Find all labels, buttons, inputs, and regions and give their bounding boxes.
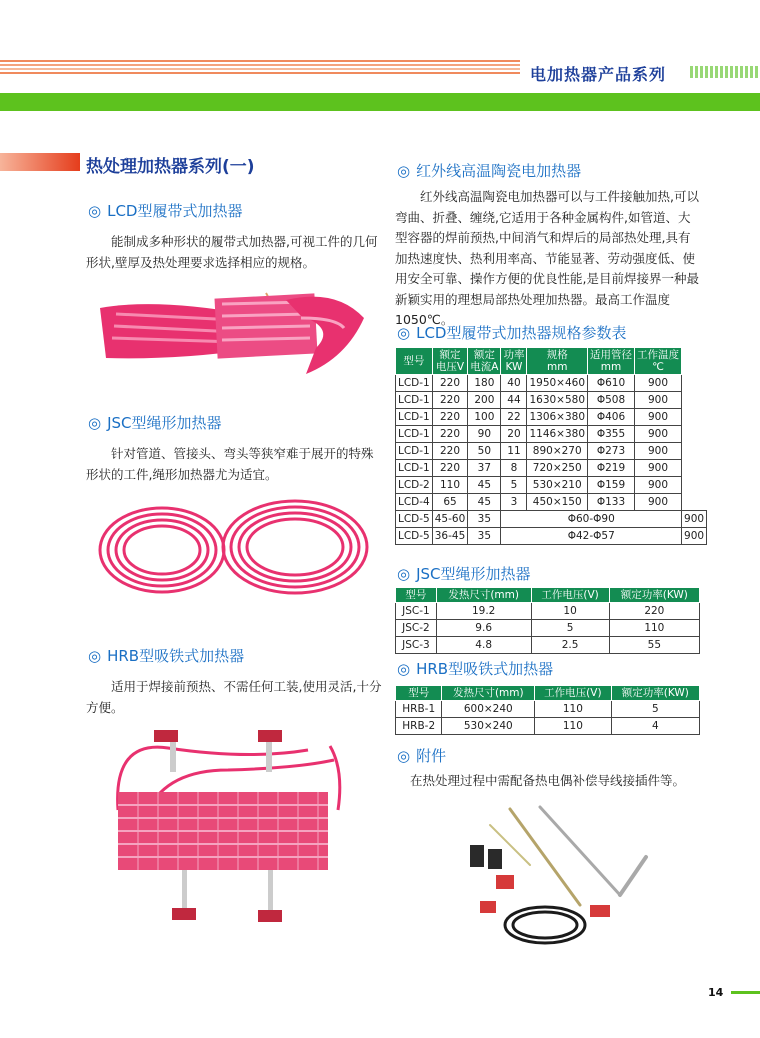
column-header: 工作电压(V) <box>535 686 611 701</box>
column-header: 工作温度 ℃ <box>635 348 682 375</box>
hrb-spec-table <box>395 685 700 735</box>
bullet-icon: ◎ <box>397 162 411 180</box>
table-row <box>396 443 707 460</box>
table-cell: 890×270 <box>527 443 588 460</box>
jsc-section-title <box>88 412 222 433</box>
table-cell: 1146×380 <box>527 426 588 443</box>
rope-coil-left <box>100 508 224 592</box>
table-cell: 10 <box>531 603 609 620</box>
hrb-heater-pad <box>118 792 328 870</box>
table-cell: Φ60-Φ90 <box>501 511 682 528</box>
header-green-band <box>0 93 760 111</box>
column-header: 型号 <box>396 686 442 701</box>
table-cell: JSC-1 <box>396 603 437 620</box>
table-cell: 4.8 <box>436 637 531 654</box>
accessory-description: 在热处理过程中需配备热电偶补偿导线接插件等。 <box>410 773 686 788</box>
lcd-description: 能制成多种形状的履带式加热器,可视工件的几何形状,壁厚及热处理要求选择相应的规格。 <box>86 234 378 270</box>
table-cell: 44 <box>501 392 527 409</box>
bullet-icon: ◎ <box>88 202 102 220</box>
table-cell: LCD-1 <box>396 443 433 460</box>
thermocouple-rods <box>490 807 646 905</box>
table-cell: JSC-2 <box>396 620 437 637</box>
table-row <box>396 460 707 477</box>
table-cell: 720×250 <box>527 460 588 477</box>
table-cell: 90 <box>468 426 501 443</box>
table-row <box>396 426 707 443</box>
table-cell: LCD-5 <box>396 528 433 545</box>
table-cell: 900 <box>635 477 682 494</box>
hrb-magnetic-heater-photo <box>108 730 348 930</box>
rope-coil-right <box>223 501 367 593</box>
bullet-icon: ◎ <box>397 565 411 583</box>
table-row <box>396 494 707 511</box>
table-cell: Φ355 <box>588 426 635 443</box>
infrared-description: 红外线高温陶瓷电加热器可以与工件接触加热,可以弯曲、折叠、缠绕,它适用于各种金属构件,如管道、大型容器的焊前预热,中间消气和焊后的局部热处理,具有加热速度快、热利用率高、节能显著、劳动强度低、使用安全可靠、操作方便的优良性能,是目前焊接界一种最新颖实用的理想局部热处理加热器。最高工作温度1050℃。 <box>395 189 699 327</box>
table-cell: 900 <box>635 392 682 409</box>
table-cell: 1630×580 <box>527 392 588 409</box>
table-cell: 900 <box>682 528 707 545</box>
table-cell: 9.6 <box>436 620 531 637</box>
table-cell: 900 <box>682 511 707 528</box>
table-cell: 65 <box>432 494 468 511</box>
table-cell: Φ508 <box>588 392 635 409</box>
bullet-icon: ◎ <box>397 660 411 678</box>
page-number-line <box>731 991 760 994</box>
table-cell: LCD-1 <box>396 375 433 392</box>
table-cell: LCD-5 <box>396 511 433 528</box>
table-cell: Φ42-Φ57 <box>501 528 682 545</box>
header-series-title: 电加热器产品系列 <box>530 65 667 84</box>
table-cell: 200 <box>468 392 501 409</box>
table-cell: 220 <box>432 392 468 409</box>
table-cell: LCD-2 <box>396 477 433 494</box>
column-header: 额定 电压V <box>432 348 468 375</box>
bullet-icon: ◎ <box>88 414 102 432</box>
table-cell: 110 <box>535 701 611 718</box>
table-cell: Φ406 <box>588 409 635 426</box>
table-row <box>396 637 700 654</box>
table-cell: 450×150 <box>527 494 588 511</box>
accessory-photo <box>470 805 650 955</box>
table-cell: 11 <box>501 443 527 460</box>
table-cell: JSC-3 <box>396 637 437 654</box>
table-cell: 110 <box>432 477 468 494</box>
column-header: 功率 KW <box>501 348 527 375</box>
table-row <box>396 409 707 426</box>
jsc-description: 针对管道、管接头、弯头等狭窄难于展开的特殊形状的工件,绳形加热器尤为适宜。 <box>86 446 374 482</box>
table-cell: 110 <box>535 718 611 735</box>
table-cell: 900 <box>635 426 682 443</box>
table-cell: 220 <box>432 460 468 477</box>
table-cell: LCD-1 <box>396 409 433 426</box>
table-cell: 900 <box>635 460 682 477</box>
infrared-title-text: 红外线高温陶瓷电加热器 <box>416 162 582 180</box>
table-cell: 5 <box>501 477 527 494</box>
table-cell: 180 <box>468 375 501 392</box>
accessory-section-title <box>397 745 446 766</box>
table-cell: 220 <box>609 603 699 620</box>
table-cell: HRB-2 <box>396 718 442 735</box>
table-cell: LCD-1 <box>396 426 433 443</box>
table-cell: 900 <box>635 443 682 460</box>
table-row <box>396 528 707 545</box>
table-cell: 900 <box>635 409 682 426</box>
table-cell: 5 <box>611 701 699 718</box>
table-row <box>396 701 700 718</box>
table-cell: 45-60 <box>432 511 468 528</box>
table-cell: 900 <box>635 494 682 511</box>
table-row <box>396 477 707 494</box>
table-cell: 8 <box>501 460 527 477</box>
table-cell: Φ273 <box>588 443 635 460</box>
jsc-spec-table <box>395 587 700 654</box>
table-cell: Φ610 <box>588 375 635 392</box>
table-cell: 1950×460 <box>527 375 588 392</box>
table-cell: 220 <box>432 375 468 392</box>
table-cell: 5 <box>531 620 609 637</box>
lcd-title-text: LCD型履带式加热器 <box>107 202 243 220</box>
table-cell: 1306×380 <box>527 409 588 426</box>
table-header-row <box>396 588 700 603</box>
table-cell: 4 <box>611 718 699 735</box>
table-row <box>396 718 700 735</box>
table-cell: 40 <box>501 375 527 392</box>
table-cell: 45 <box>468 477 501 494</box>
column-header: 额定 电流A <box>468 348 501 375</box>
column-header: 额定功率(KW) <box>611 686 699 701</box>
table-header-row <box>396 686 700 701</box>
table-row <box>396 375 707 392</box>
table-cell: LCD-1 <box>396 392 433 409</box>
column-header: 型号 <box>396 588 437 603</box>
bullet-icon: ◎ <box>397 747 411 765</box>
table-cell: 19.2 <box>436 603 531 620</box>
hrb-table-title-text: HRB型吸铁式加热器 <box>416 660 554 678</box>
table-cell: 100 <box>468 409 501 426</box>
table-cell: 220 <box>432 443 468 460</box>
jsc-table-title <box>397 563 531 584</box>
lcd-heater-photo <box>96 288 366 378</box>
table-cell: 35 <box>468 511 501 528</box>
lcd-section-title <box>88 200 242 221</box>
table-cell: LCD-4 <box>396 494 433 511</box>
table-cell: Φ219 <box>588 460 635 477</box>
table-row <box>396 511 707 528</box>
table-cell: 36-45 <box>432 528 468 545</box>
page-number: 14 <box>708 986 724 999</box>
table-cell: 37 <box>468 460 501 477</box>
column-header: 发热尺寸(mm) <box>436 588 531 603</box>
hrb-table-title <box>397 658 553 679</box>
column-header: 额定功率(KW) <box>609 588 699 603</box>
column-header: 发热尺寸(mm) <box>442 686 535 701</box>
table-row <box>396 392 707 409</box>
table-row <box>396 620 700 637</box>
table-cell: 530×210 <box>527 477 588 494</box>
table-cell: Φ133 <box>588 494 635 511</box>
lcd-spec-table <box>395 347 707 545</box>
table-cell: 110 <box>609 620 699 637</box>
infrared-section-title <box>397 160 581 181</box>
table-cell: 55 <box>609 637 699 654</box>
table-cell: 220 <box>432 426 468 443</box>
column-header: 工作电压(V) <box>531 588 609 603</box>
table-cell: LCD-1 <box>396 460 433 477</box>
column-header: 适用管径 mm <box>588 348 635 375</box>
table-cell: 2.5 <box>531 637 609 654</box>
table-cell: 45 <box>468 494 501 511</box>
jsc-table-title-text: JSC型绳形加热器 <box>416 565 531 583</box>
accessory-title-text: 附件 <box>416 747 447 765</box>
compensation-cable-coil <box>505 907 585 943</box>
table-cell: 3 <box>501 494 527 511</box>
jsc-title-text: JSC型绳形加热器 <box>107 414 222 432</box>
hrb-section-title <box>88 645 244 666</box>
main-title-bar <box>0 153 80 171</box>
table-cell: 20 <box>501 426 527 443</box>
column-header: 型号 <box>396 348 433 375</box>
column-header: 规格 mm <box>527 348 588 375</box>
hrb-title-text: HRB型吸铁式加热器 <box>107 647 245 665</box>
bullet-icon: ◎ <box>88 647 102 665</box>
table-cell: 220 <box>432 409 468 426</box>
hrb-legs <box>172 870 282 922</box>
table-cell: 50 <box>468 443 501 460</box>
table-cell: 22 <box>501 409 527 426</box>
header-decoration <box>690 66 760 78</box>
table-cell: Φ159 <box>588 477 635 494</box>
page-title: 热处理加热器系列(一) <box>86 157 255 177</box>
table-cell: 530×240 <box>442 718 535 735</box>
table-header-row <box>396 348 707 375</box>
table-cell: 600×240 <box>442 701 535 718</box>
hrb-description: 适用于焊接前预热、不需任何工装,使用灵活,十分方便。 <box>86 679 382 715</box>
lcd-table-title <box>397 322 626 343</box>
table-row <box>396 603 700 620</box>
bullet-icon: ◎ <box>397 324 411 342</box>
table-cell: 900 <box>635 375 682 392</box>
hrb-connectors <box>154 730 282 772</box>
lcd-table-title-text: LCD型履带式加热器规格参数表 <box>416 324 627 342</box>
table-cell: HRB-1 <box>396 701 442 718</box>
jsc-rope-heater-photo <box>90 495 380 605</box>
header-stripes <box>0 60 520 80</box>
table-cell: 35 <box>468 528 501 545</box>
